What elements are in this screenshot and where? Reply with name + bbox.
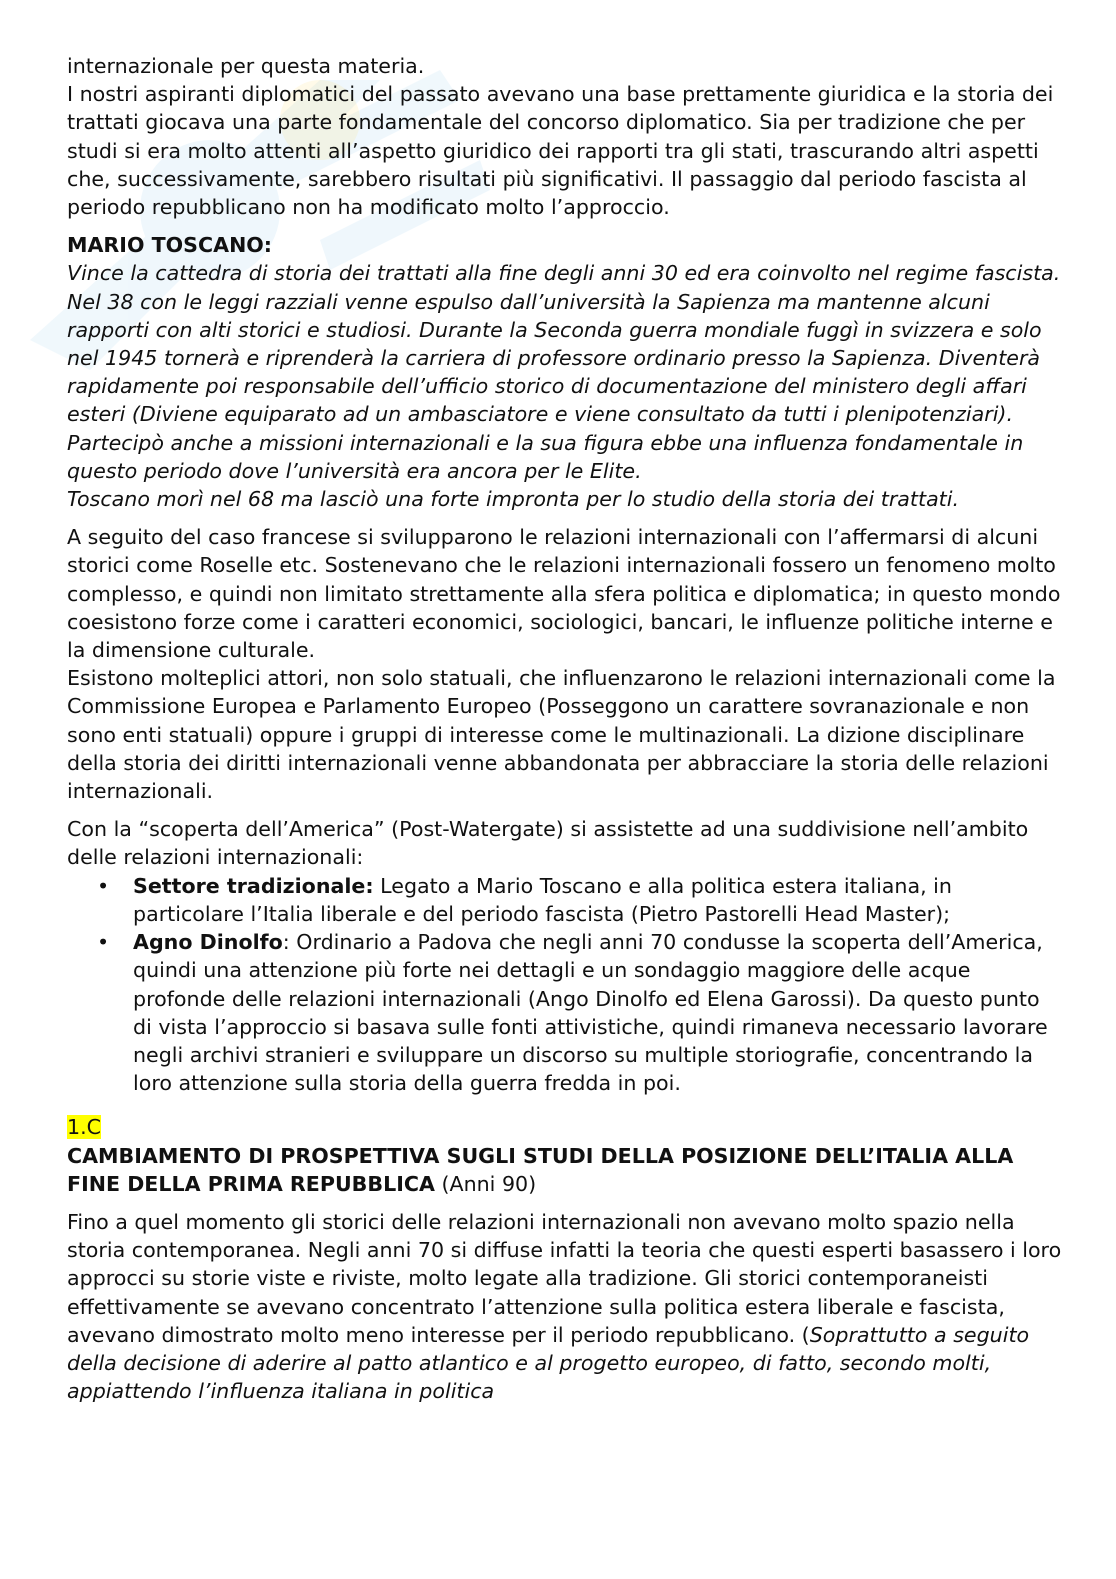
bullet-icon: •: [97, 930, 110, 955]
list-item-term: Settore tradizionale:: [133, 873, 374, 898]
section-heading-text: CAMBIAMENTO DI PROSPETTIVA SUGLI STUDI DELLA POSIZIONE DELL’ITALIA ALLA FINE DELLA PRIMA REPUBBLICA: [67, 1143, 1014, 1196]
america-bullet-list: [67, 872, 1062, 1098]
section-number-highlight: 1.C: [67, 1115, 102, 1140]
intro-line: internazionale per questa materia.: [67, 54, 425, 78]
toscano-heading: MARIO TOSCANO:: [67, 233, 273, 258]
intro-paragraph: I nostri aspiranti diplomatici del passato avevano una base prettamente giuridica e la storia dei trattati giocava una parte fondamentale del concorso diplomatico. Sia per tradizione che per studi si era molto attenti all’aspetto giuridico dei rapporti tra gli stati, trascurando altri aspetti che, successivamente, sarebbero risultati più significativi. Il passaggio dal periodo fascista al periodo repubblicano non ha modificato molto l’approccio.: [67, 82, 1054, 220]
section-body-normal: Fino a quel momento gli storici delle relazioni internazionali non avevano molto spazio nella storia contemporanea. Negli anni 70 si diffuse infatti la teoria che questi esperti basassero i loro approcci su storie viste e riviste, molto legate alla tradizione. Gli storici contemporaneisti effettivamente se avevano concentrato l’attenzione sulla politica estera liberale e fascista, avevano dimostrato molto meno interesse per il periodo repubblicano. (: [67, 1209, 1062, 1347]
america-intro: Con la “scoperta dell’America” (Post-Watergate) si assistette ad una suddivisione nell’ambito delle relazioni internazionali:: [67, 817, 1029, 870]
toscano-death: Toscano morì nel 68 ma lasciò una forte impronta per lo studio della storia dei trattati.: [67, 487, 960, 512]
toscano-bio: Vince la cattedra di storia dei trattati alla fine degli anni 30 ed era coinvolto nel regime fascista. Nel 38 con le leggi razziali venne espulso dall’università la Sapienza ma mantenne alcuni rapporti con alti storici e studiosi. Durante la Seconda guerra mondiale fuggì in svizzera e solo nel 1945 tornerà e riprenderà la carriera di professore ordinario presso la Sapienza. Diventerà rapidamente poi responsabile dell’ufficio storico di documentazione del ministero degli affari esteri (Diviene equiparato ad un ambasciatore e viene consultato da tutti i plenipotenziari). Partecipò anche a missioni internazionali e la sua figura ebbe una influenza fondamentale in questo periodo dove l’università era ancora per le Elite.: [67, 261, 1061, 483]
french-paragraph-2: Esistono molteplici attori, non solo statuali, che influenzarono le relazioni internazionali come la Commissione Europea e Parlamento Europeo (Posseggono un carattere sovranazionale e non sono enti statuali) oppure i gruppi di interesse come le multinazionali. La dizione disciplinare della storia dei diritti internazionali venne abbandonata per abbracciare la storia delle relazioni internazionali.: [67, 666, 1056, 804]
section-body: [67, 1208, 1062, 1405]
list-item-term: Agno Dinolfo: [133, 930, 283, 955]
french-paragraph-1: A seguito del caso francese si svilupparono le relazioni internazionali con l’affermarsi di alcuni storici come Roselle etc. Sostenevano che le relazioni internazionali fossero un fenomeno molto complesso, e quindi non limitato strettamente alla sfera politica e diplomatica; in questo mondo coesistono forze come i caratteri economici, sociologici, bancari, le influenze politiche interne e la dimensione culturale.: [67, 525, 1061, 663]
section-heading: [67, 1142, 1062, 1198]
list-item: [67, 872, 1062, 928]
list-item-text: Legato a Mario Toscano e alla politica estera italiana, in particolare l’Italia liberale e del periodo fascista (Pietro Pastorelli Head Master);: [133, 873, 952, 926]
document-page: [67, 52, 1062, 1405]
list-item: [67, 928, 1062, 1097]
section-number: [67, 1113, 1062, 1141]
list-item-text: : Ordinario a Padova che negli anni 70 condusse la scoperta dell’America, quindi una attenzione più forte nei dettagli e un sondaggio maggiore delle acque profonde delle relazioni internazionali (Ango Dinolfo ed Elena Garossi). Da questo punto di vista l’approccio si basava sulle fonti attivistiche, quindi rimaneva necessario lavorare negli archivi stranieri e sviluppare un discorso su multiple storiografie, concentrando la loro attenzione sulla storia della guerra fredda in poi.: [133, 930, 1048, 1096]
bullet-icon: •: [97, 873, 110, 898]
section-body-italic: Soprattutto a seguito della decisione di aderire al patto atlantico e al progetto europeo, di fatto, secondo molti, appiattendo l’influenza italiana in politica: [67, 1322, 1030, 1404]
section-heading-paren: (Anni 90): [434, 1171, 537, 1196]
